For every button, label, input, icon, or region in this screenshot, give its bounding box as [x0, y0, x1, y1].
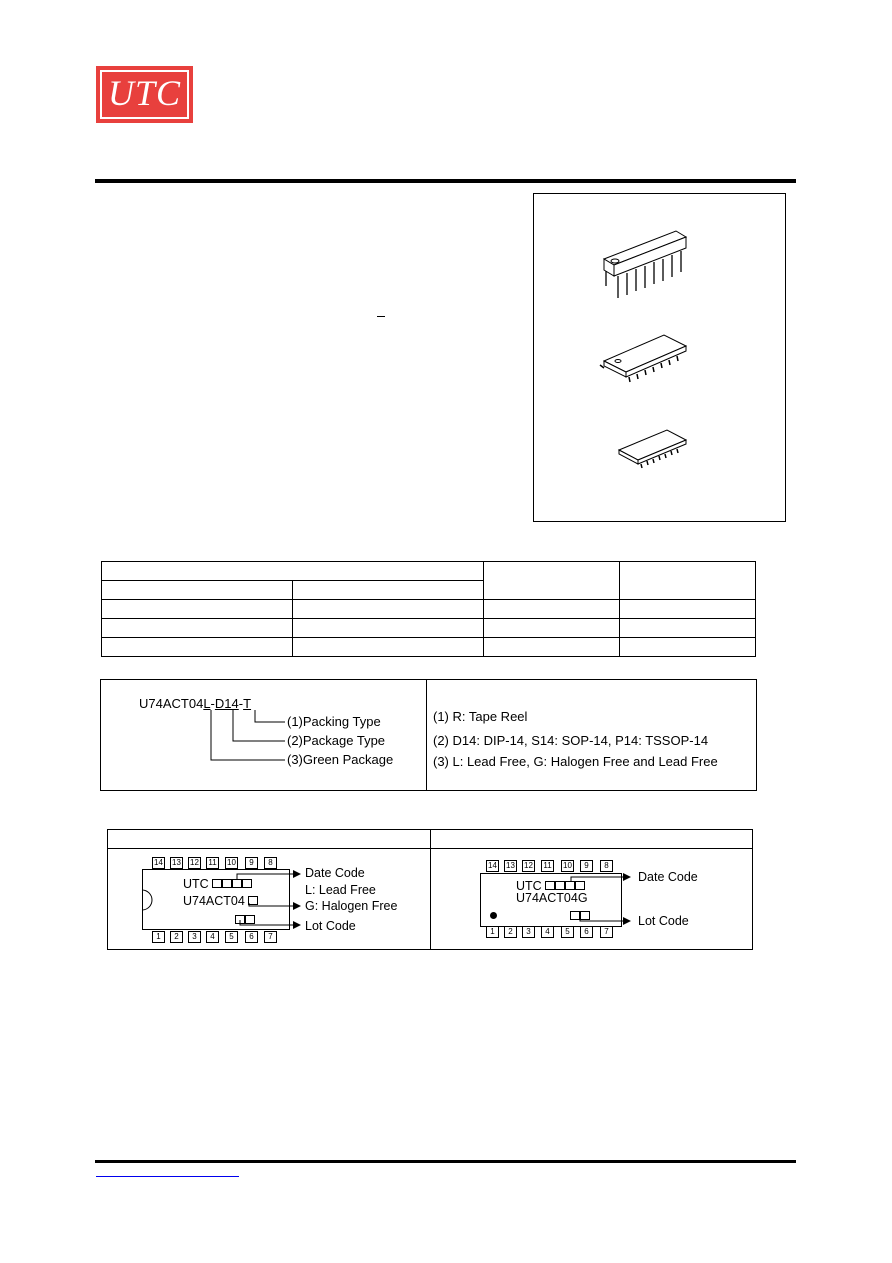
label-packing-type: (1)Packing Type: [287, 714, 381, 729]
marking-brand: UTC: [183, 877, 209, 891]
table-cell: [620, 638, 756, 657]
label-package-type: (2)Package Type: [287, 733, 386, 748]
table-subheader-cell: [102, 581, 293, 600]
pin-14: 14: [152, 857, 165, 869]
footer-rule: [95, 1160, 796, 1163]
pin-1: 1: [152, 931, 165, 943]
pin-7: 7: [264, 931, 277, 943]
note-packing: (1) R: Tape Reel: [433, 709, 528, 724]
pin-12: 12: [188, 857, 201, 869]
logo-text: UTC: [107, 73, 182, 113]
table-row: [102, 638, 756, 657]
table-subheader-cell: [292, 581, 484, 600]
pin-8: 8: [600, 860, 613, 872]
pin-1: 1: [486, 926, 499, 938]
label-date-code: Date Code: [305, 866, 365, 880]
overline-mark: [377, 316, 385, 317]
note-green: (3) L: Lead Free, G: Halogen Free and Lead Free: [433, 754, 718, 769]
pin-4: 4: [541, 926, 554, 938]
table-cell: [484, 600, 620, 619]
pin-10: 10: [225, 857, 238, 869]
table-cell: [102, 638, 293, 657]
dip-notch: [142, 888, 154, 912]
pin-5: 5: [225, 931, 238, 943]
pin-6: 6: [245, 931, 258, 943]
table-cell: [620, 619, 756, 638]
table-cell: [484, 638, 620, 657]
table-header-cell: [620, 562, 756, 600]
right-marking-arrows: [565, 869, 640, 929]
pin-5: 5: [561, 926, 574, 938]
marking-line2: U74ACT04G: [516, 891, 588, 905]
code-package: D14: [214, 696, 239, 711]
part-number-divider: [426, 679, 427, 791]
code-sep: -: [238, 696, 244, 711]
tssop14-package-image: [619, 430, 686, 468]
marking-brand: UTC: [516, 879, 542, 893]
pin-9: 9: [245, 857, 258, 869]
marking-header-rule: [107, 848, 753, 849]
table-row: [102, 600, 756, 619]
label-lot-code: Lot Code: [638, 914, 689, 928]
utc-logo: [96, 66, 193, 123]
pin-3: 3: [188, 931, 201, 943]
date-code-box: [555, 881, 565, 890]
label-lot-code: Lot Code: [305, 919, 356, 933]
table-cell: [292, 619, 484, 638]
part-number-leader-lines: [200, 708, 290, 764]
pin-10: 10: [561, 860, 574, 872]
pin-13: 13: [170, 857, 183, 869]
table-cell: [484, 619, 620, 638]
pin-3: 3: [522, 926, 535, 938]
footer-link-underline[interactable]: [96, 1176, 239, 1177]
pin-4: 4: [206, 931, 219, 943]
package-drawings: [534, 194, 787, 523]
table-cell: [102, 600, 293, 619]
marking-part: U74ACT04: [183, 894, 245, 908]
table-cell: [620, 600, 756, 619]
ordering-info-table: [101, 561, 756, 657]
code-packing: T: [243, 696, 252, 711]
code-green: L: [203, 696, 211, 711]
table-cell: [292, 600, 484, 619]
label-green-package: (3)Green Package: [287, 752, 394, 767]
date-code-box: [212, 879, 222, 888]
table-header-row: [102, 562, 756, 581]
label-date-code: Date Code: [638, 870, 698, 884]
table-row: [102, 619, 756, 638]
pin-13: 13: [504, 860, 517, 872]
code-sep: -: [210, 696, 215, 711]
pin-11: 11: [206, 857, 219, 869]
pin-2: 2: [504, 926, 517, 938]
table-cell: [102, 619, 293, 638]
code-base: U74ACT04: [139, 696, 204, 711]
label-halogen-free: G: Halogen Free: [305, 899, 398, 913]
pin-7: 7: [600, 926, 613, 938]
pin-12: 12: [522, 860, 535, 872]
table-header-cell: [102, 562, 484, 581]
sop14-package-image: [600, 335, 686, 382]
dip14-package-image: [604, 231, 686, 298]
table-header-cell: [484, 562, 620, 600]
label-lead-free: L: Lead Free: [305, 883, 376, 897]
package-images-box: [533, 193, 786, 522]
date-code-box: [545, 881, 555, 890]
pin-2: 2: [170, 931, 183, 943]
pin-8: 8: [264, 857, 277, 869]
table-cell: [292, 638, 484, 657]
header-rule: [95, 179, 796, 183]
pin-9: 9: [580, 860, 593, 872]
pin1-dot-icon: [490, 912, 497, 919]
pin-14: 14: [486, 860, 499, 872]
pin-6: 6: [580, 926, 593, 938]
left-marking-arrows: [225, 866, 305, 934]
note-package: (2) D14: DIP-14, S14: SOP-14, P14: TSSOP-14: [433, 733, 709, 748]
pin-11: 11: [541, 860, 554, 872]
